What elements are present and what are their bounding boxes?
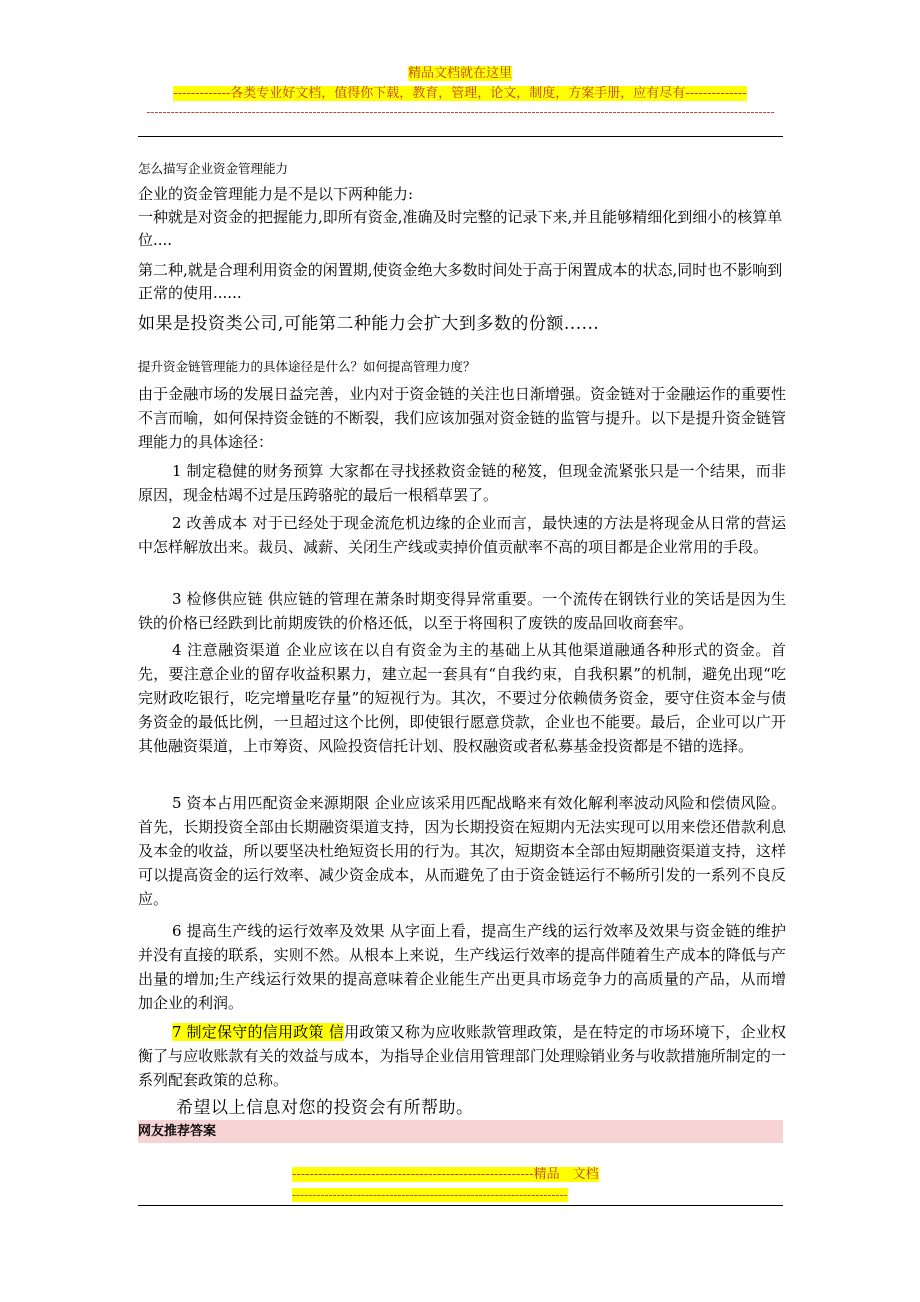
footer-rule: [138, 1205, 783, 1206]
item-6: 6 提高生产线的运行效率及效果 从字面上看，提高生产线的运行效率及效果与资金链的维护并没有直接的联系，实则不然。从根本上来说，生产线运行效率的提高伴随着生产成本的降低与产出量的增加;生产线运行效果的提高意味着企业能生产出更具市场竞争力的高质量的产品，从而增加企业的利润。: [138, 922, 786, 1013]
item-2: 2 改善成本 对于已经处于现金流危机边缘的企业而言，最快速的方法是将现金从日常的营运中怎样解放出来。裁员、减薪、关闭生产线或卖掉价值贡献率不高的项目都是企业常用的手段。: [138, 514, 786, 557]
item-7-text: 用政策又称为应收账款管理政策，是在特定的市场环境下，企业权衡了与应收账款有关的效益与成本，为指导企业信用管理部门处理赊销业务与收款措施所制定的一系列配套政策的总称。: [138, 1023, 786, 1090]
section2-intro: 由于金融市场的发展日益完善，业内对于资金链的关注也日渐增强。资金链对于金融运作的重要性不言而喻，如何保持资金链的不断裂，我们应该加强对资金链的监管与提升。以下是提升资金链管理能力的具体途径：: [138, 385, 786, 452]
footer-line-1: -------------------------------------------------------精品 文档: [292, 1167, 599, 1182]
section1-line-1: 企业的资金管理能力是不是以下两种能力:: [138, 185, 414, 203]
item-5: 5 资本占用匹配资金来源期限 企业应该采用匹配战略来有效化解利率波动风险和偿债风险。首先，长期投资全部由长期融资渠道支持，因为长期投资在短期内无法实现可以用来偿还借款利息及本金的收益，所以要坚决杜绝短资长用的行为。其次，短期资本全部由短期融资渠道支持，这样可以提高资金的运行效率、减少资金成本，从而避免了由于资金链运行不畅所引发的一系列不良反应。: [138, 794, 786, 909]
item-1: 1 制定稳健的财务预算 大家都在寻找拯救资金链的秘笈，但现金流紧张只是一个结果，而非原因，现金枯竭不过是压跨骆驼的最后一根稻草罢了。: [138, 462, 786, 505]
header-dash-line: -----------------------------------------------------------------------------------------------------------------------------------------------------------: [146, 105, 775, 119]
section1-line-3: 第二种,就是合理利用资金的闲置期,使资金绝大多数时间处于高于闲置成本的状态,同时也不影响到正常的使用......: [138, 261, 783, 302]
item-3: 3 检修供应链 供应链的管理在萧条时期变得异常重要。一个流传在钢铁行业的笑话是因为生铁的价格已经跌到比前期废铁的价格还低，以至于将囤积了废铁的废品回收商套牢。: [138, 590, 786, 633]
section1-line-2: 一种就是对资金的把握能力,即所有资金,准确及时完整的记录下来,并且能够精细化到细小的核算单位....: [138, 208, 783, 249]
section1-big-line: 如果是投资类公司,可能第二种能力会扩大到多数的份额......: [138, 314, 600, 334]
item-7-highlight: 7 制定保守的信用政策 信: [172, 1023, 345, 1041]
section2-title: 提升资金链管理能力的具体途径是什么？如何提高管理力度？: [138, 359, 476, 374]
item-7: [138, 1020, 786, 1092]
header-rule: [138, 136, 783, 137]
header-title: 精品文档就在这里: [407, 66, 512, 81]
recommended-answer-band: [138, 1120, 783, 1143]
section1-title: 怎么描写企业资金管理能力: [138, 161, 289, 176]
item-4: 4 注意融资渠道 企业应该在以自有资金为主的基础上从其他渠道融通各种形式的资金。首先，要注意企业的留存收益积累力，建立起一套具有“自我约束，自我积累”的机制，避免出现“吃完财政吃银行，吃完增量吃存量”的短视行为。其次，不要过分依赖债务资金，要守住资本金与债务资金的最低比例，一旦超过这个比例，即使银行愿意贷款，企业也不能要。最后，企业可以广开其他融资渠道，上市筹资、风险投资信托计划、股权融资或者私募基金投资都是不错的选择。: [138, 641, 786, 756]
closing-line: 希望以上信息对您的投资会有所帮助。: [176, 1098, 474, 1118]
footer-line-2: --------------------------------------------------------------------: [292, 1188, 568, 1202]
recommended-answer-label: 网友推荐答案: [138, 1124, 217, 1139]
header-tagline: -------------各类专业好文档，值得你下载，教育，管理，论文，制度，方案手册，应有尽有--------------: [173, 86, 747, 101]
